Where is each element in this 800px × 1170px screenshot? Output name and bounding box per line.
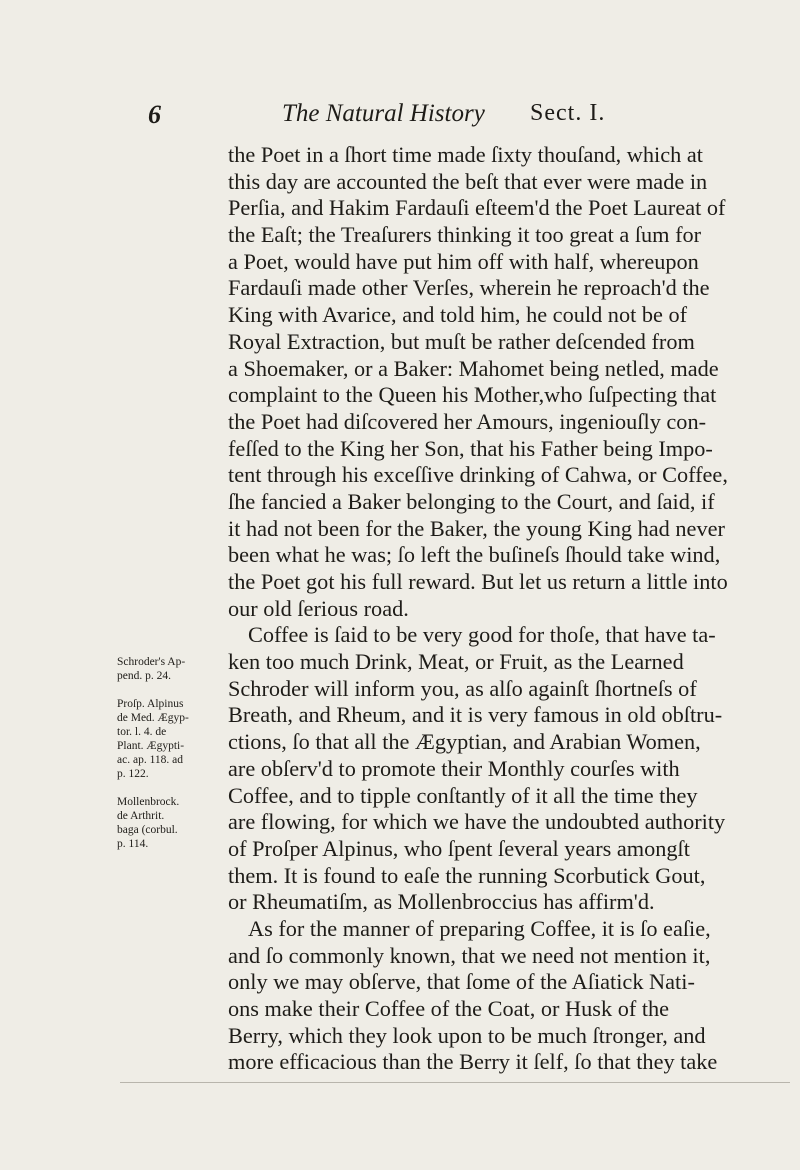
text-line: the Poet had diſcovered her Amours, ingeniouſly con-	[228, 408, 707, 434]
section-mark: Sect. I.	[530, 100, 606, 126]
text-line: Coffee, and to tipple conſtantly of it all the time they	[228, 782, 698, 808]
text-line: them. It is found to eaſe the running Scorbutick Gout,	[228, 862, 706, 888]
text-line: King with Avarice, and told him, he could not be of	[228, 302, 688, 328]
text-line: Breath, and Rheum, and it is very famous in old obſtru-	[228, 702, 723, 728]
margin-note-line: pend. p. 24.	[117, 670, 171, 682]
margin-note-line: p. 122.	[117, 768, 149, 780]
text-line: it had not been for the Baker, the young King had never	[228, 515, 725, 541]
margin-notes	[117, 655, 227, 865]
text-line: Schroder will inform you, as alſo againſt ſhortneſs of	[228, 675, 697, 701]
margin-note-line: Proſp. Alpinus	[117, 698, 184, 710]
margin-note-line: de Med. Ægyp-	[117, 712, 189, 724]
margin-note-line: ac. ap. 118. ad	[117, 754, 183, 766]
margin-note-line: Schroder's Ap-	[117, 656, 186, 668]
text-line: feſſed to the King her Son, that his Father being Impo-	[228, 435, 713, 461]
text-line: Berry, which they look upon to be much ſtronger, and	[228, 1022, 706, 1048]
text-line: of Proſper Alpinus, who ſpent ſeveral years amongſt	[228, 835, 690, 861]
text-line: the Poet in a ſhort time made ſixty thouſand, which at	[228, 142, 703, 167]
text-line: Fardauſi made other Verſes, wherein he reproach'd the	[228, 275, 710, 301]
page-header	[0, 100, 800, 140]
text-line: this day are accounted the beſt that ever were made in	[228, 168, 708, 194]
text-line: the Poet got his full reward. But let us return a little into	[228, 569, 728, 594]
text-line: the Eaſt; the Treaſurers thinking it too great a ſum for	[228, 222, 702, 248]
margin-note	[117, 795, 227, 851]
margin-note-line: tor. l. 4. de	[117, 726, 167, 738]
text-line: tent through his exceſſive drinking of Cahwa, or Coffee,	[228, 462, 728, 488]
text-line: only we may obſerve, that ſome of the Aſiatick Nati-	[228, 969, 695, 995]
text-line: ſhe fancied a Baker belonging to the Court, and ſaid, if	[228, 488, 715, 514]
text-line: As for the manner of preparing Coffee, it is ſo eaſie,	[248, 915, 711, 941]
margin-note	[117, 655, 227, 683]
text-line: and ſo commonly known, that we need not mention it,	[228, 942, 711, 968]
margin-note-line: Plant. Ægypti-	[117, 740, 185, 752]
margin-note-line: baga (corbul.	[117, 824, 178, 836]
text-line: been what he was; ſo left the buſineſs ſhould take wind,	[228, 542, 721, 568]
text-line: Perſia, and Hakim Fardauſi eſteem'd the Poet Laureat of	[228, 195, 726, 221]
margin-note-line: de Arthrit.	[117, 810, 165, 822]
margin-note	[117, 697, 227, 781]
text-line: Royal Extraction, but muſt be rather deſcended from	[228, 328, 695, 354]
text-line: complaint to the Queen his Mother,who ſuſpecting that	[228, 382, 717, 408]
text-line: are flowing, for which we have the undoubted authority	[228, 809, 726, 835]
text-line: or Rheumatiſm, as Mollenbroccius has affirm'd.	[228, 889, 655, 915]
page-number: 6	[148, 100, 161, 129]
running-title: The Natural History	[282, 100, 485, 127]
margin-note-line: p. 114.	[117, 838, 149, 850]
text-line: our old ſerious road.	[228, 595, 409, 621]
text-line: ons make their Coffee of the Coat, or Husk of the	[228, 996, 670, 1021]
body-text	[228, 142, 786, 1076]
text-line: ctions, ſo that all the Ægyptian, and Arabian Women,	[228, 729, 701, 755]
margin-note-line: Mollenbrock.	[117, 796, 180, 808]
page-bottom-edge	[120, 1082, 790, 1083]
text-line: are obſerv'd to promote their Monthly courſes with	[228, 755, 680, 781]
text-line: a Shoemaker, or a Baker: Mahomet being netled, made	[228, 355, 719, 381]
text-line: ken too much Drink, Meat, or Fruit, as the Learned	[228, 649, 684, 675]
text-line: a Poet, would have put him off with half, whereupon	[228, 248, 699, 274]
text-line: more efficacious than the Berry it ſelf, ſo that they take	[228, 1049, 718, 1075]
text-line: Coffee is ſaid to be very good for thoſe, that have ta-	[248, 622, 716, 648]
